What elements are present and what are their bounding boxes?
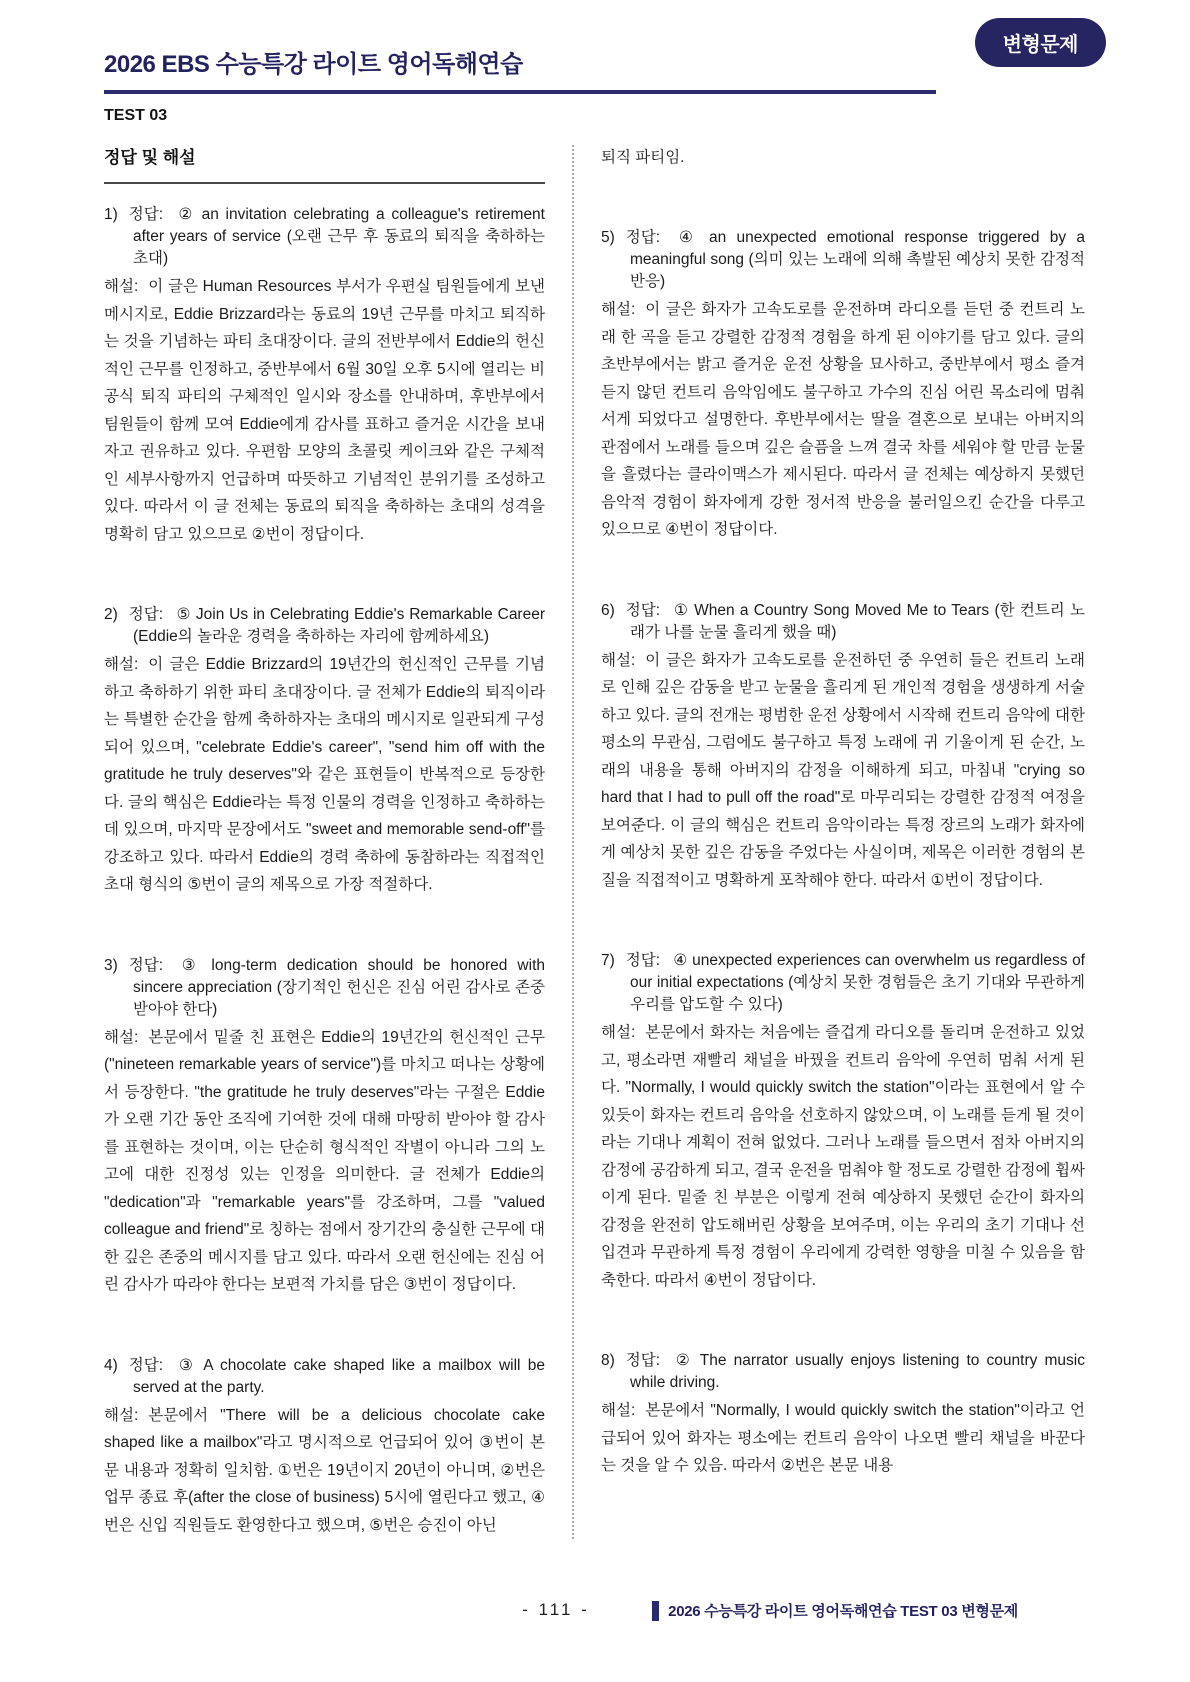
answer-label: 정답: [128,606,164,623]
right-column [601,143,1085,1539]
question-number: 7) [601,952,615,969]
question-number: 6) [601,601,615,619]
question-item-1 [104,204,545,548]
answer-label: 정답: [128,1356,164,1374]
answer-line [104,955,545,1021]
explanation [601,296,1085,544]
explanation [104,273,545,548]
answer-text: ④ unexpected experiences can overwhelm us regardless of our initial expectations (예상치 못한 경험들은 초기 기대와 무관하게 우리를 압도할 수 있다) [630,952,1085,1013]
explanation-label: 해설: [104,1028,139,1046]
question-number: 8) [601,1352,615,1369]
answers-heading: 정답 및 해설 [104,143,545,184]
variant-problem-badge: 변형문제 [975,18,1106,67]
explanation-label: 해설: [601,1024,636,1041]
footer-source-text: 2026 수능특강 라이트 영어독해연습 TEST 03 변형문제 [668,1603,1018,1620]
page-number: - 111 - [522,1600,590,1619]
explanation-text: 본문에서 밑줄 친 표현은 Eddie의 19년간의 헌신적인 근무("nineteen remarkable years of service")를 마치고 떠나는 상황에서 등장한다. "the gratitude he truly deserves"라는 구절은 Eddie가 오랜 기간 동안 조직에 기여한 것에 대해 마땅히 받아야 할 감사를 표현하는 것이며, 이는 단순히 형식적인 작별이 아니라 그의 노고에 대한 진정성 있는 인정을 의미한다. 글 전체가 Eddie의 "dedication"과 "remarkable years"를 강조하며, 그를 "valued colleague and friend"로 칭하는 점에서 장기간의 충실한 근무에 대한 깊은 존중의 메시지를 담고 있다. 따라서 오랜 헌신에는 진심 어린 감사가 따라야 한다는 보편적 가치를 담은 ③번이 정답이다. [104,1028,545,1293]
explanation [104,651,545,899]
answer-line [601,227,1085,293]
explanation-text: 이 글은 화자가 고속도로를 운전하며 라디오를 듣던 중 컨트리 노래 한 곡을 듣고 강렬한 감정적 경험을 하게 된 이야기를 담고 있다. 글의 초반부에서는 밝고 즐거운 운전 상황을 묘사하고, 중반부에서 평소 즐겨 듣지 않던 컨트리 음악임에도 불구하고 가수의 진심 어린 목소리에 멈춰 서게 되었다고 설명한다. 후반부에서는 딸을 결혼으로 보내는 아버지의 관점에서 노래를 들으며 깊은 슬픔을 느껴 결국 차를 세워야 할 만큼 눈물을 흘렸다는 클라이맥스가 제시된다. 따라서 글 전체는 예상하지 못했던 음악적 경험이 화자에게 강한 정서적 반응을 불러일으킨 순간을 다루고 있으므로 ④번이 정답이다. [601,301,1085,538]
answer-text: ⑤ Join Us in Celebrating Eddie's Remarkable Career (Eddie의 놀라운 경력을 축하하는 자리에 함께하세요) [133,606,545,645]
answer-label: 정답: [128,206,164,223]
question-item-4 [104,1355,545,1540]
explanation [601,1019,1085,1294]
answer-line [104,604,545,648]
footer-source [652,1600,1018,1621]
explanation [601,647,1085,895]
explanation-text: 이 글은 화자가 고속도로를 운전하던 중 우연히 들은 컨트리 노래로 인해 깊은 감동을 받고 눈물을 흘리게 된 개인적 경험을 생생하게 서술하고 있다. 글의 전개는 평범한 운전 상황에서 시작해 컨트리 음악에 대한 평소의 무관심, 그럼에도 불구하고 특정 노래에 귀 기울이게 된 순간, 노래의 내용을 통해 아버지의 감정을 이해하게 되고, 마침내 "crying so hard that I had to pull off the road"로 마무리되는 강렬한 감정적 여정을 보여준다. 이 글의 핵심은 컨트리 음악이라는 특정 장르의 노래가 화자에게 예상치 못한 깊은 감동을 주었다는 사실이며, 제목은 이러한 경험의 본질을 직접적이고 명확하게 포착해야 한다. 따라서 ①번이 정답이다. [601,651,1085,889]
explanation-label: 해설: [601,301,636,318]
question-number: 2) [104,606,118,623]
carryover-text: 퇴직 파티임. [601,149,685,166]
answer-text: ② The narrator usually enjoys listening to country music while driving. [630,1352,1085,1391]
answer-text: ③ long-term dedication should be honored with sincere appreciation (장기적인 헌신은 진심 어린 감사로 존중받아야 한다) [133,956,545,1018]
explanation-text: 본문에서 "There will be a delicious chocolate cake shaped like a mailbox"라고 명시적으로 언급되어 있어 ③번이 본문 내용과 정확히 일치함. ①번은 19년이지 20년이 아니며, ②번은 업무 종료 후(after the close of business) 5시에 열린다고 했고, ④번은 신입 직원들도 환영한다고 했으며, ⑤번은 승진이 아닌 [104,1406,545,1534]
two-column-content [0,143,1190,1539]
answer-text: ④ an unexpected emotional response triggered by a meaningful song (의미 있는 노래에 의해 촉발된 예상치 못한 감정적 반응) [630,229,1085,290]
question-number: 1) [104,206,118,223]
explanation-label: 해설: [104,278,139,295]
explanation-label: 해설: [104,1406,139,1424]
test-label: TEST 03 [104,107,168,124]
explanation-text: 이 글은 Eddie Brizzard의 19년간의 헌신적인 근무를 기념하고 축하하기 위한 파티 초대장이다. 글 전체가 Eddie의 퇴직이라는 특별한 순간을 함께 축하하자는 초대의 메시지로 일관되게 구성되어 있으며, "celebrate Eddie's career", "send him off with the gratitude he truly deserves"와 같은 표현들이 반복적으로 등장한다. 글의 핵심은 Eddie라는 특정 인물의 경력을 인정하고 축하하는 데 있으며, 마지막 문장에서도 "sweet and memorable send-off"를 강조하고 있다. 따라서 Eddie의 경력 축하에 동참하라는 직접적인 초대 형식의 ⑤번이 글의 제목으로 가장 적절하다. [104,656,545,893]
question-item-7 [601,950,1085,1294]
explanation-label: 해설: [601,1402,636,1419]
answer-line [104,1355,545,1399]
page-header [0,0,1190,125]
question-number: 4) [104,1356,118,1374]
answer-line [601,600,1085,644]
answer-label: 정답: [625,229,661,246]
explanation [104,1024,545,1299]
page-footer [0,1600,1190,1626]
column-divider [572,145,574,1539]
answer-label: 정답: [625,952,661,969]
question-item-2 [104,604,545,899]
footer-bar-icon [652,1601,659,1621]
document-title: 2026 EBS 수능특강 라이트 영어독해연습 [104,51,523,78]
explanation-label: 해설: [601,651,636,669]
answer-text: ② an invitation celebrating a colleague's retirement after years of service (오랜 근무 후 동료의 퇴직을 축하하는 초대) [133,206,545,267]
question-item-3 [104,955,545,1299]
answer-text: ① When a Country Song Moved Me to Tears (한 컨트리 노래가 나를 눈물 흘리게 했을 때) [630,601,1085,641]
answer-label: 정답: [128,956,164,974]
answer-label: 정답: [625,1352,661,1369]
explanation-text: 이 글은 Human Resources 부서가 우편실 팀원들에게 보낸 메시지로, Eddie Brizzard라는 동료의 19년 근무를 마치고 퇴직하는 것을 기념하는 파티 초대장이다. 글의 전반부에서 Eddie의 헌신적인 근무를 인정하고, 중반부에서 6월 30일 오후 5시에 열리는 비공식 퇴직 파티의 구체적인 일시와 장소를 안내하며, 후반부에서 팀원들이 함께 모여 Eddie에게 감사를 표하고 즐거운 시간을 보내자고 권유하고 있다. 우편함 모양의 초콜릿 케이크와 같은 구체적인 세부사항까지 언급하며 따뜻하고 기념적인 분위기를 조성하고 있다. 따라서 이 글 전체는 동료의 퇴직을 축하하는 초대의 성격을 명확히 담고 있으므로 ②번이 정답이다. [104,278,545,543]
answer-text: ③ A chocolate cake shaped like a mailbox will be served at the party. [133,1356,545,1396]
title-rule [104,90,936,94]
explanation [104,1402,545,1540]
explanation-text: 본문에서 "Normally, I would quickly switch the station"이라고 언급되어 있어 화자는 평소에는 컨트리 음악이 나오면 빨리 채널을 바꾼다는 것을 알 수 있음. 따라서 ②번은 본문 내용 [601,1402,1085,1474]
answer-label: 정답: [625,601,661,619]
explanation-text: 본문에서 화자는 처음에는 즐겁게 라디오를 돌리며 운전하고 있었고, 평소라면 재빨리 채널을 바꿨을 컨트리 음악에 우연히 멈춰 서게 된다. "Normally, I would quickly switch the station"이라는 표현에서 알 수 있듯이 화자는 컨트리 음악을 선호하지 않았으며, 이 노래를 듣게 될 것이라는 기대나 계획이 전혀 없었다. 그러나 노래를 들으면서 점차 아버지의 감정에 공감하게 되고, 결국 운전을 멈춰야 할 정도로 강렬한 감정에 휩싸이게 된다. 밑줄 친 부분은 이렇게 전혀 예상하지 못했던 순간이 화자의 감정을 완전히 압도해버린 상황을 보여주며, 이는 우리의 초기 기대나 선입견과 무관하게 특정 경험이 우리에게 강력한 영향을 미칠 수 있음을 함축한다. 따라서 ④번이 정답이다. [601,1024,1085,1289]
answer-line [104,204,545,270]
left-column [104,143,545,1539]
question-number: 5) [601,229,615,246]
question-item-5 [601,227,1085,544]
explanation [601,1397,1085,1480]
explanation-label: 해설: [104,656,139,673]
question-item-6 [601,600,1085,895]
question-item-8 [601,1350,1085,1480]
answer-line [601,1350,1085,1394]
question-number: 3) [104,956,118,974]
answer-line [601,950,1085,1016]
